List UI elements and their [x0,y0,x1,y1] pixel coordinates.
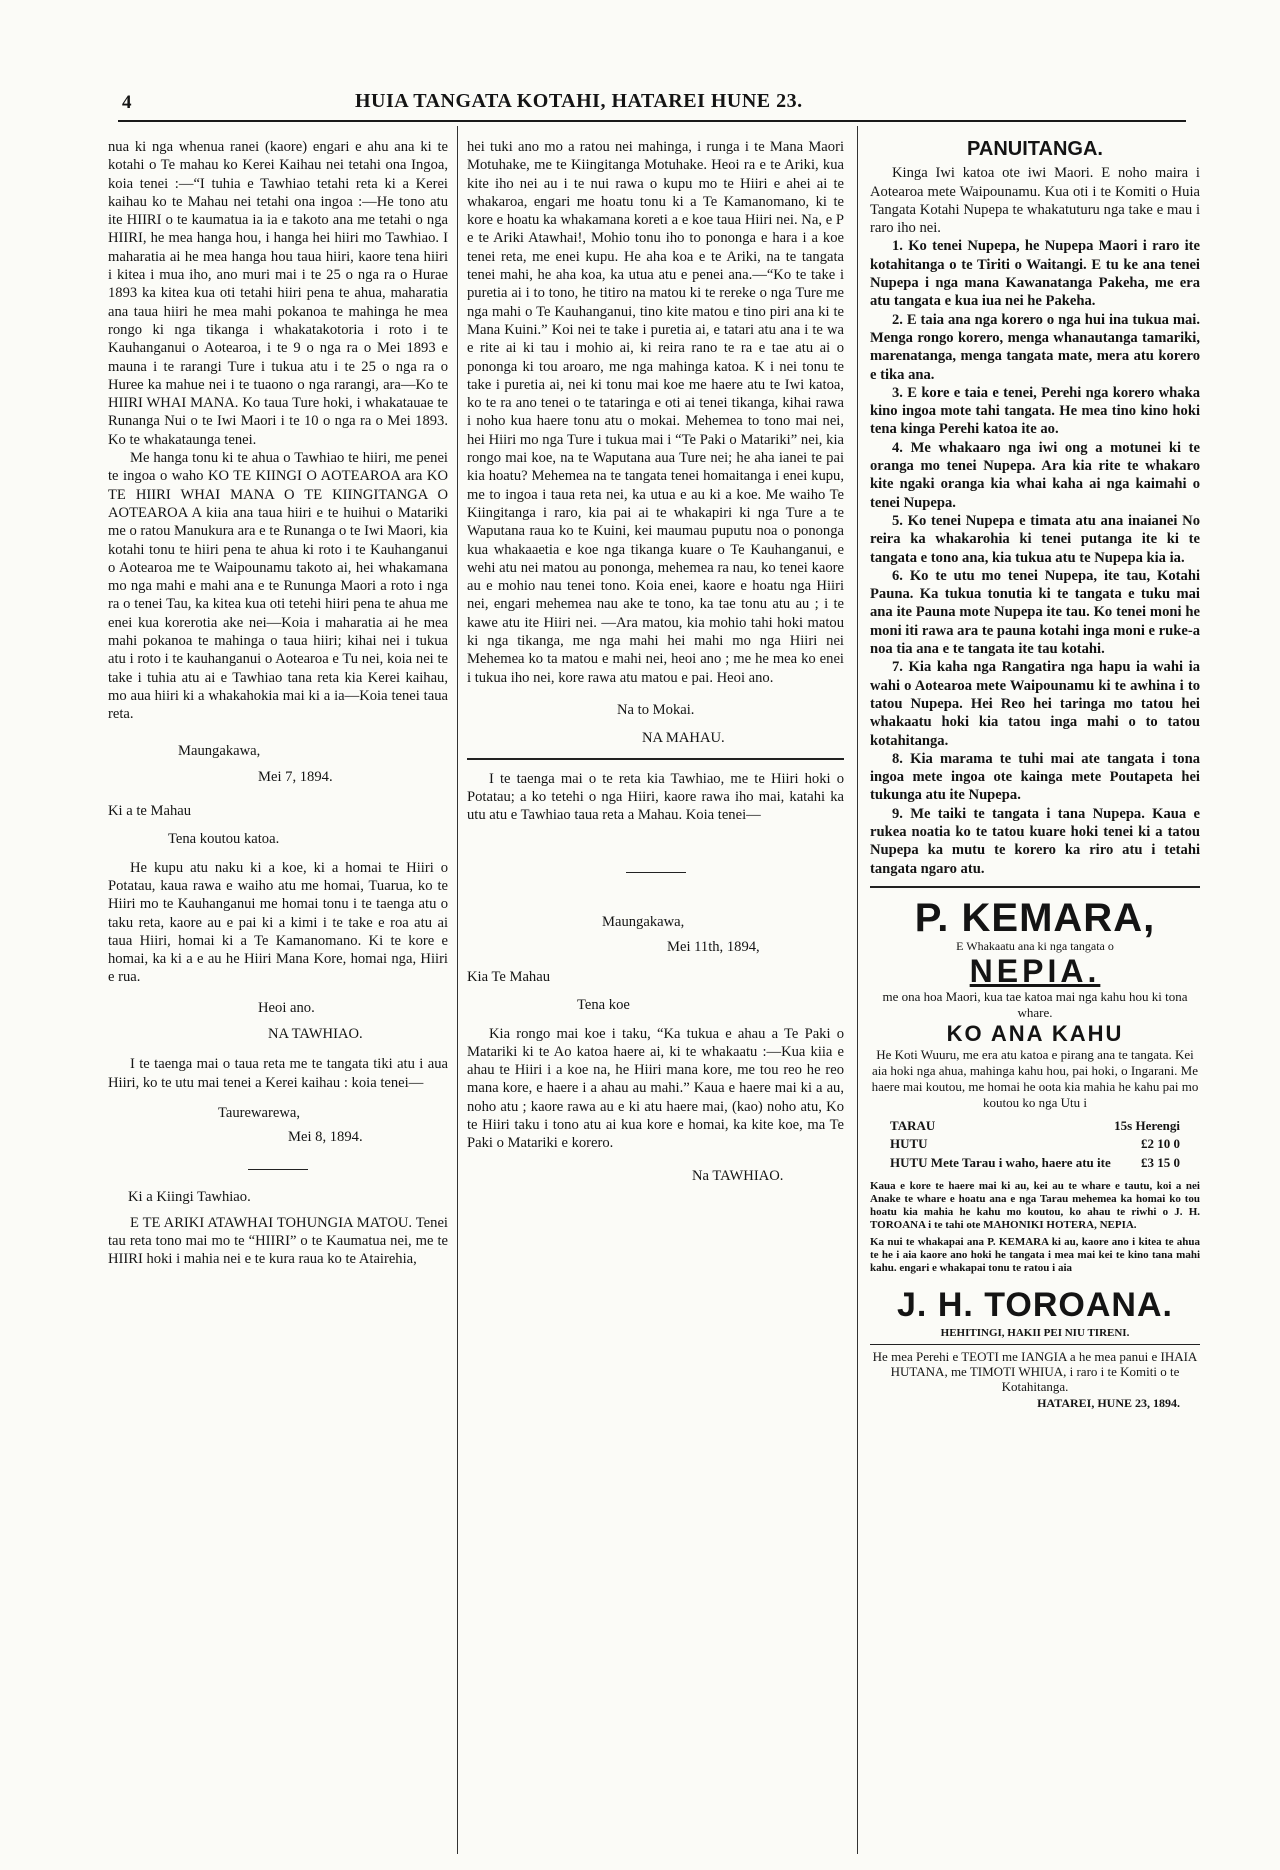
notice-rule: 4. Me whakaaro nga iwi ong a motunei ki te oranga mo tenei Nupepa. Ara kia rite te whakaro kite ngaki oranga kia whai kaha ai nga kaimahi o tenei Nupepa. [870,439,1200,511]
notice-rule: 1. Ko tenei Nupepa, he Nupepa Maori i raro ite kotahitanga o te Tiriti o Waitangi. E tu ke ana tenei Nupepa i nga mana Kawanatanga Pakeha, me era atu tangata e kua iua nei he Pakeha. [870,238,1200,310]
column-3 [870,138,1200,1412]
notice-rule: 7. Kia kaha nga Rangatira nga hapu ia wahi ia wahi o Aotearoa mete Waipounamu ki te awhina i to tatou Nupepa. Hei Reo hei taringa mo tatou hei whakaatu hoki kia tatou inga mahi o to tatou kotahitanga. [870,659,1200,749]
advert-subtitle: E Whakaatu ana ki nga tangata o [956,938,1114,953]
paragraph: nua ki nga whenua ranei (kaore) engari e ahu ana ki te kotahi o Te mahau ko Kerei Kaihau nei tetahi ona Ingoa, koia tenei :—“I tuhia e Tawhiao tetahi reta ki a Kerei kaihau ko te Mahau nei tetahi ona ingoa :—He tono atu ite HIIRI o te kaumatua ia ia e takoto ana me tetahi o nga HIIRI, he mea hanga hou, i hanga hei hiiri mo Tawhiao. I maharatia ai he mea hanga hou taua hiiri, kaore tena hiiri i kitea i mua iho, ano muri mai i te 25 o nga ra o Hurae 1893 ka kitea kua oti tetahi hiiri pena te ahua, maharatia ana taua hiiri he mea mahi pokanoa te mahinga he mea rongo ki nga tikanga i whakatakotoria i roto i te Kauhanganui o Aotearoa, i te 9 o nga ra o Mei 1893 e mauna i te rarangi Ture i tukua atu i te 25 o nga ra o Huree ka mahue nei i te tuaono o nga rarangi, ara—Ko te HIIRI WHAI MANA. Ko taua Ture hoki, i whakatauae te Runanga Nui o te Iwi Maori i te 10 o nga ra o Mei 1893. Ko te whakataunga tenei. [108,139,448,448]
letter-addressee: Ki a te Mahau [108,803,192,820]
advert-name: J. H. TOROANA. [897,1286,1173,1325]
section-rule [248,1169,308,1170]
notice-rule: 2. E taia ana nga korero o nga hui ina tukua mai. Menga rongo korero, menga whanautanga tamariki, marenatanga, menga tangata mate, mera atu korero e tika ana. [870,311,1200,383]
notice-rule: 6. Ko te utu mo tenei Nupepa, ite tau, Kotahi Pauna. Ka tukua tonutia ki te tangata e tuku mai ana ite Pauna mote Nupepa ite tau. Ko tenei moni he moni iti rawa ara te pauna kotahi inga moni e ruke-a noa tia ana e te tangata ite tau kotahi. [870,567,1200,658]
advert-name: P. KEMARA, [914,895,1156,940]
price-item: HUTU [890,1136,928,1152]
price-value: £3 15 0 [1141,1154,1180,1170]
notice-rule: 8. Kia marama te tuhi mai ate tangata i tona ingoa mete ingoa ote kainga mete Poutapeta hei tukunga atu ite Nupepa. [870,750,1200,804]
letter-signature: NA MAHAU. [642,730,725,747]
paragraph: hei tuki ano mo a ratou nei mahinga, i runga i te Mana Maori Motuhake, me te Kiingitanga Motuhake. Heoi ra e te Ariki, kua kite iho nei au i te nui rawa o kupu mo te Hiiri e ahei ai te whakaroa, engari me hoatu tonu ki a Te Kamanomano, ki te kore e hoatu ka whakamana koreti a e koe taua Hiiri nei. Na, e P e te Ariki Atawhai!, Mohio tonu iho to pononga e hara i a koe tenei reta, me enei kupu. He aha koa e te Ariki, na te tangata tenei mahi, he aha koa, ka utua atu e penei ana.—“Ko te take i puretia ai i to tono, he titiro na matou ki te rereke o nga Ture me nga mahi o Te Kauhanganui, tino kite matou e tino piri ana ki te Mana Kuini.” Koi nei te take i puretia ai, e tatari atu ana i te wa e rite ai ki tau i mohio ai, ki reira rano te ra e tae atu ai o pononga ki tou aroaro, me nga mahinga katoa. K i nei tonu te take i puretia ai, nei ki tonu mai koe me haere atu te Iwi katoa, ko te ra ano tenei o te tataringa e oti ai tenei tikanga, kihai rawa i noho kua haere tonu atu o mokai. Mehemea to tono mai nei, hei Hiiri mo nga Ture i tukua mai i “Te Paki o Matariki” nei, kia rongo mai koe, na te Waputana aua Ture nei; he aha ianei te pai kia hoatu? Mehemea na te tangata tenei homaitanga i enei kupu, me to ingoa i taua reta nei, ka utua e au ki a koe. Me waiho Te Kiingitanga i raro, kia pai ai te whakapiri ki nga Ture a te Waputana raua ko te Kuini, kei maumau puputu noa o pononga kua whakaaetia e koe nga tikanga kuare o Te Kauhanganui, e wehi atu nei matou au pononga, mehemea ra nau, ko tenei kaore au e mohio nau tenei tono. Koia enei, kaore e hoatu nga Hiiri nei, engari mehemea nau ake te tono, ka tae tonu atu au ; i te kawe atu ite Hiiri nei. —Ara matou, kia mohio tahi hoki matou ki nga tikanga, me nga mahi hei mahi mo nga Hiiri nei Mehemea ko ta matou e mahi nei, heoi ano ; me he mea ko enei i tukua iho nei, kore rawa atu matou e pai. Heoi ano. [467,139,844,686]
header-rule [118,120,1186,122]
letter-addressee: Ki a Kiingi Tawhiao. [128,1188,251,1205]
notice-intro: Kinga Iwi katoa ote iwi Maori. E noho maira i Aotearoa mete Waipounamu. Kua oti i te Komiti o Huia Tangata Kotahi Nupepa te whakatuturu nga take e mau i raro iho nei. [870,165,1200,237]
price-item: TARAU [890,1118,936,1134]
notice-title: PANUITANGA. [967,138,1103,160]
advert-text: me ona hoa Maori, kua tae katoa mai nga kahu hou ki tona whare. [882,988,1188,1020]
price-row [870,1154,1200,1172]
letter-greeting: Tena koutou katoa. [168,831,280,848]
paragraph: Me hanga tonu ki te ahua o Tawhiao te hiiri, me penei te ingoa o waho KO TE KIINGI O AOTEAROA ara KO TE HIIRI WHAI MANA O TE KIINGITANGA O AOTEAROA A kiia ana taua hiiri e te huihui o Matariki me o ratou Manukura ara e te Runanga o te Iwi Maori, kia kotahi tonu te hiiri pena te ahua ki roto i te Kauhanganui o Aotearoa me te Waipounamu takoto ai, hei whakamana mo nga mahi e mahi ana e te Rununga Maori a roto i nga ra o tenei Tau, ka kitea kua oti tetehi hiiri pena te ahua me enei kua korerotia ake nei—Koia i maharatia ai he mea mahi pokanoa te mahinga o taua hiiri; kihai nei i tukua atu i roto i te kauhanganui o Aotearoa e Tu nei, koia nei te take i tuhia atu ai e Tawhiao tana reta kia Kerei kaihau, mo aua hiiri ki a whakahokia mai ki a ia—Koia tenei taua reta. [108,450,448,723]
letter-signature: Na to Mokai. [617,701,695,718]
section-rule [870,1344,1200,1345]
advert-heading: KO ANA KAHU [946,1020,1124,1046]
notice-rule: 3. E kore e taia e tenei, Perehi nga korero whaka kino ingoa mote tahi tangata. He mea tino kino hoki tena kinga Perehi katoa ite ao. [870,384,1200,438]
column-1 [108,138,448,1269]
letter-place: Taurewarewa, [218,1104,301,1121]
letter-place: Maungakawa, [602,914,685,931]
page-number: 4 [122,92,132,113]
section-rule [467,758,844,760]
letter-greeting: Tena koe [577,997,630,1014]
paragraph: I te taenga mai o te reta kia Tawhiao, me te Hiiri hoki o Potatau; a ko tetehi o nga Hiiri, kaore rawa iho mai, katahi ka utu atu e Tawhiao taua reta a Mahau. Koia tenei— [467,770,844,824]
letter-date: Mei 8, 1894. [288,1129,363,1146]
section-rule [626,872,686,873]
letter-closing: Heoi ano. [258,999,315,1016]
paragraph: He kupu atu naku ki a koe, ki a homai te Hiiri o Potatau, kaua rawa e waiho atu me homai, Tuarua, ko te Hiiri mo te Kauhanganui me homai tonu i te taenga atu o taku reta, kaore au e pai ki a kimi i te take e roa atu ai taua Hiiri, homai ki a Te Kamanomano. Ki te kore e homai, ka ki a e au he Hiiri Mana Kore, homai nga, Hiiri e rua. [108,859,448,986]
letter-signature: NA TAWHIAO. [268,1026,363,1043]
paragraph: I te taenga mai o taua reta me te tangata tiki atu i aua Hiiri, ko te utu mai tenei a Kerei kaihau : koia tenei— [108,1056,448,1091]
price-row [870,1135,1200,1153]
advert-place: NEPIA. [969,952,1101,989]
notice-rule: 5. Ko tenei Nupepa e timata atu ana inaianei No reira ka whakarohia ki tenei putanga ite ki te tangata e tono ana, kia tukua atu te Nupepa kia ia. [870,512,1200,566]
section-rule [870,886,1200,888]
column-2 [467,138,844,1185]
notice-rule: 9. Me taiki te tangata i tana Nupepa. Kaua e rukea noatia ko te tatou kuare hoki tenei ki a tatou Nupepa ka mutu te korero ka riro atu i tetahi tangata ngaro atu. [870,805,1200,877]
advert-fine-print: Kaua e kore te haere mai ki au, kei au te whare e tautu, koi a nei Anake te whare e hoatu ana e nga Tarau mehemea ka homai ko tou hoatu kia mahia he kahu mo koutou, ko ahau te riwhi o J. H. TOROANA i te tahi ote MAHONIKI HOTERA, NEPIA. [870,1180,1200,1232]
letter-addressee: Kia Te Mahau [467,968,551,985]
letter-date: Mei 11th, 1894, [667,938,760,955]
paragraph: Kia rongo mai koe i taku, “Ka tukua e ahau a Te Paki o Matariki ki te Ao katoa haere ai, ki te whakaatu :—Kua kiia e ahau te Hiiri i a koe na, he Hiiri mana kore, me tou reo he reo mana kore, e haere i a ahau au mahi.” Kaua e haere mai ki a au, noho atu ; kaore rawa au e ki atu haere mai, (kao) noho atu, Ko te Hiiri taku i tono atu ai kua kore e homai, ka kite koe, ma Te Paki o Matariki e korero. [467,1025,844,1152]
advert-fine-print: Ka nui te whakapai ana P. KEMARA ki au, kaore ano i kitea te ahua te he i aia kaore ano hoki he tangata i mea mai kei te kino tana mahi kahu. engari e whakapai tonu te ratou i aia [870,1236,1200,1275]
letter-place: Maungakawa, [178,742,261,759]
letter-signature: Na TAWHIAO. [692,1167,784,1184]
masthead-title: HUIA TANGATA KOTAHI, HATAREI HUNE 23. [355,90,803,112]
column-divider-2 [857,126,858,1854]
price-value: 15s Herengi [1114,1118,1180,1134]
imprint: He mea Perehi e TEOTI me IANGIA a he mea panui e IHAIA HUTANA, me TIMOTI WHIUA, i raro i te Komiti o te Kotahitanga. [872,1349,1198,1395]
paragraph: E TE ARIKI ATAWHAI TOHUNGIA MATOU. Tenei tau reta tono mai mo te “HIIRI” o te Kaumatua nei, me te HIIRI hoki i mahia nei e te kura raua ko te Atairehia, [108,1214,448,1268]
advert-subtitle: HEHITINGI, HAKII PEI NIU TIRENI. [940,1327,1130,1340]
imprint-date: HATAREI, HUNE 23, 1894. [1037,1396,1180,1411]
price-row [870,1117,1200,1135]
price-item: HUTU Mete Tarau i waho, haere atu ite [890,1154,1111,1170]
letter-date: Mei 7, 1894. [258,768,333,785]
advert-text: He Koti Wuuru, me era atu katoa e pirang ana te tangata. Kei aia hoki nga ahua, mahinga kahu hou, pai hoki, o Ingarani. Me haere mai koutou, me homai he oota kia mahia he kahu pai mo koutou ko nga Utu i [871,1047,1199,1111]
column-divider-1 [457,126,458,1854]
price-value: £2 10 0 [1141,1136,1180,1152]
